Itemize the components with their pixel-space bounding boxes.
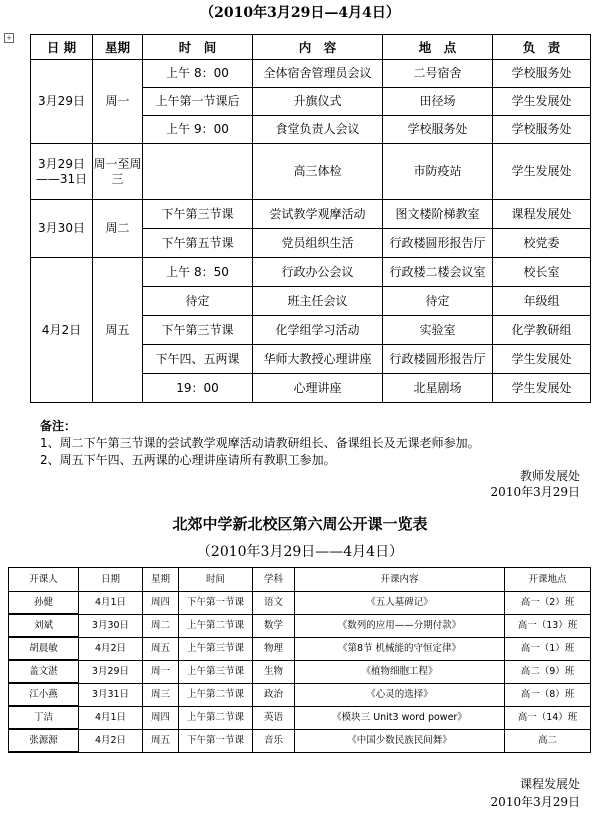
table-row xyxy=(9,729,591,752)
date-cell: 3月29日 xyxy=(31,60,93,144)
content-cell: 全体宿舍管理员会议 xyxy=(253,60,383,88)
notes-title: 备注： xyxy=(40,419,77,433)
place-cell: 待定 xyxy=(383,287,493,316)
teacher-cell: 刘斌 xyxy=(9,614,79,637)
date-cell: 4月1日 xyxy=(79,592,143,615)
place-cell: 行政楼圆形报告厅 xyxy=(383,229,493,258)
owner-cell: 年级组 xyxy=(493,287,591,316)
content-cell: 化学组学习活动 xyxy=(253,316,383,345)
time-cell: 上午第一节课后 xyxy=(143,88,253,116)
subject-cell: 英语 xyxy=(253,706,295,729)
time-cell: 下午第一节课 xyxy=(179,729,253,752)
subject-cell: 语文 xyxy=(253,592,295,615)
room-cell: 高一（13）班 xyxy=(505,614,591,637)
lessons-header-teacher-cell: 开课人 xyxy=(9,568,79,592)
table-row xyxy=(9,637,591,660)
date-cell: 3月29日——31日 xyxy=(31,144,93,200)
table-row xyxy=(9,706,591,729)
content-cell: 高三体检 xyxy=(253,144,383,200)
time-cell: 19：00 xyxy=(143,374,253,403)
date-cell: 3月31日 xyxy=(79,683,143,706)
header-owner: 负 责 xyxy=(493,35,591,60)
room-cell: 高二（9）班 xyxy=(505,660,591,683)
place-cell: 学校服务处 xyxy=(383,116,493,144)
content-cell: 党员组织生活 xyxy=(253,229,383,258)
table-row xyxy=(31,200,591,229)
owner-cell: 课程发展处 xyxy=(493,200,591,229)
signature-dept: 教师发展处 xyxy=(519,469,580,483)
owner-cell: 校长室 xyxy=(493,258,591,287)
time-cell: 上午第二节课 xyxy=(179,614,253,637)
schedule-title: （2010年3月29日—4月4日） xyxy=(200,5,400,21)
notes-section xyxy=(40,418,590,469)
room-cell: 高二 xyxy=(505,729,591,752)
subject-cell: 物理 xyxy=(253,637,295,660)
owner-cell: 学生发展处 xyxy=(493,374,591,403)
lessons-header-date-cell: 日期 xyxy=(79,568,143,592)
time-cell xyxy=(143,144,253,200)
time-cell: 上午第三节课 xyxy=(179,660,253,683)
date-cell: 3月29日 xyxy=(79,660,143,683)
topic-cell: 《第8节 机械能的守恒定律》 xyxy=(295,637,505,660)
owner-cell: 校党委 xyxy=(493,229,591,258)
weekday-cell: 周五 xyxy=(143,729,179,752)
lessons-title: 北郊中学新北校区第六周公开课一览表 xyxy=(172,515,428,533)
date-cell: 4月2日 xyxy=(31,258,93,403)
note-item: 1、周二下午第三节课的尝试教学观摩活动请教研组长、备课组长及无课老师参加。 xyxy=(40,436,480,450)
signature-dept: 课程发展处 xyxy=(519,777,580,791)
topic-cell: 《数列的应用——分期付款》 xyxy=(295,614,505,637)
place-cell: 北星剧场 xyxy=(383,374,493,403)
place-cell: 行政楼圆形报告厅 xyxy=(383,345,493,374)
signature-block xyxy=(491,468,580,500)
owner-cell: 化学教研组 xyxy=(493,316,591,345)
lessons-header-subject-cell: 学科 xyxy=(253,568,295,592)
owner-cell: 学生发展处 xyxy=(493,88,591,116)
subject-cell: 数学 xyxy=(253,614,295,637)
table-row xyxy=(31,258,591,287)
date-cell: 4月2日 xyxy=(79,637,143,660)
weekday-cell: 周四 xyxy=(143,706,179,729)
weekday-cell: 周一 xyxy=(143,660,179,683)
table-row xyxy=(9,660,591,683)
time-cell: 待定 xyxy=(143,287,253,316)
teacher-cell: 张源源 xyxy=(9,729,79,752)
subject-cell: 生物 xyxy=(253,660,295,683)
place-cell: 图文楼阶梯教室 xyxy=(383,200,493,229)
weekly-schedule-table xyxy=(30,34,591,403)
time-cell: 下午四、五两课 xyxy=(143,345,253,374)
topic-cell: 《心灵的选择》 xyxy=(295,683,505,706)
content-cell: 升旗仪式 xyxy=(253,88,383,116)
lessons-header-time-cell: 时间 xyxy=(179,568,253,592)
table-row xyxy=(9,592,591,615)
schedule-header-row xyxy=(31,35,591,60)
time-cell: 上午 9：00 xyxy=(143,116,253,144)
weekday-cell: 周三 xyxy=(143,683,179,706)
owner-cell: 学生发展处 xyxy=(493,144,591,200)
weekday-cell: 周四 xyxy=(143,592,179,615)
table-anchor-icon[interactable]: + xyxy=(4,33,14,43)
teacher-cell: 丁洁 xyxy=(9,706,79,729)
place-cell: 二号宿舍 xyxy=(383,60,493,88)
time-cell: 上午 8：50 xyxy=(143,258,253,287)
topic-cell: 《植物细胞工程》 xyxy=(295,660,505,683)
time-cell: 下午第五节课 xyxy=(143,229,253,258)
topic-cell: 《模块三 Unit3 word power》 xyxy=(295,706,505,729)
owner-cell: 学校服务处 xyxy=(493,60,591,88)
weekday-cell: 周五 xyxy=(143,637,179,660)
room-cell: 高一（8）班 xyxy=(505,683,591,706)
content-cell: 行政办公会议 xyxy=(253,258,383,287)
place-cell: 实验室 xyxy=(383,316,493,345)
date-cell: 3月30日 xyxy=(31,200,93,258)
header-place: 地 点 xyxy=(383,35,493,60)
owner-cell: 学生发展处 xyxy=(493,345,591,374)
note-item: 2、周五下午四、五两课的心理讲座请所有教职工参加。 xyxy=(40,453,336,467)
teacher-cell: 江小燕 xyxy=(9,683,79,706)
signature-date: 2010年3月29日 xyxy=(490,485,580,499)
content-cell: 尝试教学观摩活动 xyxy=(253,200,383,229)
lessons-header-room-cell: 开课地点 xyxy=(505,568,591,592)
room-cell: 高一（14）班 xyxy=(505,706,591,729)
signature-date: 2010年3月29日 xyxy=(490,795,580,809)
content-cell: 心理讲座 xyxy=(253,374,383,403)
content-cell: 食堂负责人会议 xyxy=(253,116,383,144)
time-cell: 下午第一节课 xyxy=(179,592,253,615)
date-cell: 3月30日 xyxy=(79,614,143,637)
table-row xyxy=(9,683,591,706)
lessons-header-weekday-cell: 星期 xyxy=(143,568,179,592)
time-cell: 下午第三节课 xyxy=(143,200,253,229)
table-row xyxy=(9,614,591,637)
header-content: 内 容 xyxy=(253,35,383,60)
teacher-cell: 孙健 xyxy=(9,592,79,615)
weekday-cell: 周一 xyxy=(93,60,143,144)
header-date: 日 期 xyxy=(31,35,93,60)
time-cell: 上午第三节课 xyxy=(179,637,253,660)
subject-cell: 政治 xyxy=(253,683,295,706)
place-cell: 市防疫站 xyxy=(383,144,493,200)
subject-cell: 音乐 xyxy=(253,729,295,752)
lessons-header-topic-cell: 开课内容 xyxy=(295,568,505,592)
table-row xyxy=(31,144,591,200)
date-cell: 4月2日 xyxy=(79,729,143,752)
header-time: 时 间 xyxy=(143,35,253,60)
teacher-cell: 盖文湛 xyxy=(9,660,79,683)
date-cell: 4月1日 xyxy=(79,706,143,729)
time-cell: 上午 8：00 xyxy=(143,60,253,88)
time-cell: 上午第二节课 xyxy=(179,706,253,729)
weekday-cell: 周二 xyxy=(143,614,179,637)
table-row xyxy=(31,60,591,88)
weekday-cell: 周二 xyxy=(93,200,143,258)
content-cell: 班主任会议 xyxy=(253,287,383,316)
weekday-cell: 周一至周三 xyxy=(93,144,143,200)
teacher-cell: 胡晨敏 xyxy=(9,637,79,660)
lessons-header-row xyxy=(9,568,591,592)
place-cell: 行政楼二楼会议室 xyxy=(383,258,493,287)
lessons-subtitle: （2010年3月29日——4月4日） xyxy=(196,544,404,560)
header-weekday: 星期 xyxy=(93,35,143,60)
topic-cell: 《中国少数民族民间舞》 xyxy=(295,729,505,752)
room-cell: 高一（1）班 xyxy=(505,637,591,660)
signature-block-2 xyxy=(491,775,580,811)
time-cell: 上午第二节课 xyxy=(179,683,253,706)
weekday-cell: 周五 xyxy=(93,258,143,403)
place-cell: 田径场 xyxy=(383,88,493,116)
content-cell: 华师大教授心理讲座 xyxy=(253,345,383,374)
room-cell: 高一（2）班 xyxy=(505,592,591,615)
owner-cell: 学校服务处 xyxy=(493,116,591,144)
topic-cell: 《五人墓碑记》 xyxy=(295,592,505,615)
open-lessons-table xyxy=(8,567,591,753)
time-cell: 下午第三节课 xyxy=(143,316,253,345)
